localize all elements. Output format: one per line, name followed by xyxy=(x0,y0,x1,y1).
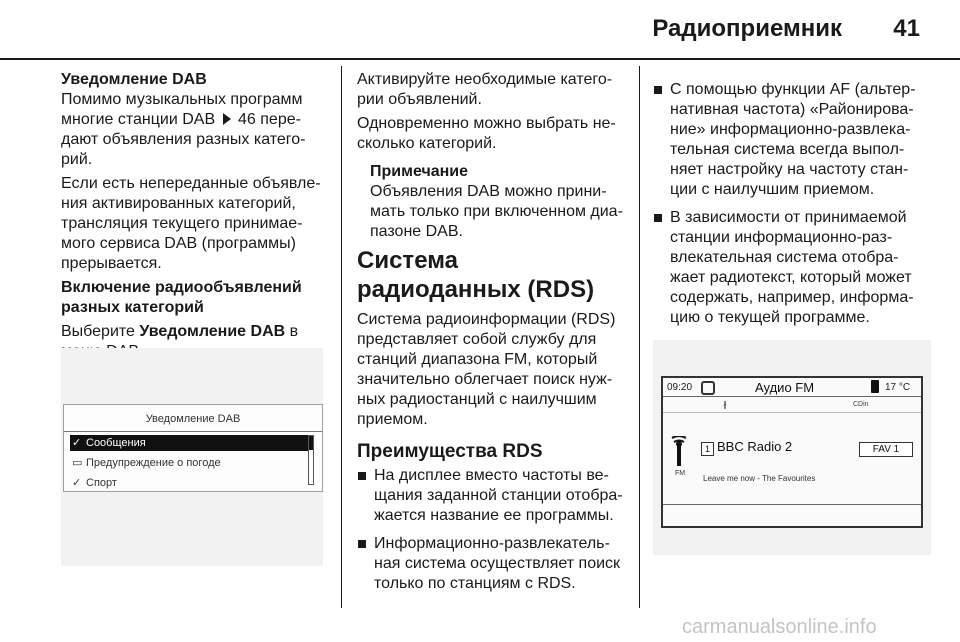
list-item: В зависимости от принимаемой станции информационно-раз-влекательная система отобра-жает радиотекст, который может содержать, например, информа-цию о текущей программе. xyxy=(653,208,929,328)
menu-name: Уведомление DAB xyxy=(139,323,286,340)
dab-menu-item-label: Сообщения xyxy=(86,437,146,449)
text: Выберите xyxy=(61,323,140,340)
phone-icon xyxy=(871,380,879,393)
note-title: Примечание xyxy=(370,163,469,180)
watermark: carmanualsonline.info xyxy=(682,616,877,638)
paragraph xyxy=(61,90,323,170)
page-header xyxy=(0,0,960,60)
dab-menu-item-label: Предупреждение о погоде xyxy=(86,457,221,469)
clock-time: 09:20 xyxy=(667,382,693,393)
page-reference-arrow-icon xyxy=(223,113,231,125)
bullet-list xyxy=(653,80,929,328)
bluetooth-icon: ∦ xyxy=(723,400,727,409)
subsection-heading: Преимущества RDS xyxy=(357,441,543,462)
page-title: Радиоприемник xyxy=(652,15,842,42)
column-3 xyxy=(653,80,929,368)
divider xyxy=(663,412,921,413)
page-number: 41 xyxy=(893,15,920,42)
station-name: BBC Radio 2 xyxy=(717,439,793,454)
section-heading: Система радиоданных (RDS) xyxy=(357,247,595,303)
dab-announcement-screenshot xyxy=(61,348,323,566)
clock-icon xyxy=(701,381,715,395)
paragraph: Активируйте необходимые катего-рии объявлений. xyxy=(357,71,613,108)
dab-menu-item[interactable] xyxy=(70,475,308,491)
temperature: 17 °C xyxy=(885,382,911,393)
bullet-list xyxy=(357,466,623,594)
preset-number: 1 xyxy=(701,442,714,456)
dab-menu-item-label: Спорт xyxy=(86,477,117,489)
dab-menu-title: Уведомление DAB xyxy=(145,413,241,425)
paragraph: Система радиоинформации (RDS) представляет собой службу для станций диапазона FM, который значительно облегчает поиск нуж-ных радиостанций с наилучшим приемом. xyxy=(357,311,616,428)
divider xyxy=(663,396,921,397)
paragraph: Если есть непереданные объявле-ния активированных категорий, трансляция текущего принимае-мого сервиса DAB (программы) прерывается. xyxy=(61,175,321,272)
column-1 xyxy=(61,70,323,366)
check-icon: ✓ xyxy=(72,477,82,489)
divider xyxy=(663,504,921,505)
section-heading: Уведомление DAB xyxy=(61,71,207,88)
section-heading: Включение радиообъявлений разных категорий xyxy=(61,279,302,316)
column-divider xyxy=(341,66,342,608)
check-icon: ✓ xyxy=(72,437,82,449)
note-box xyxy=(357,162,623,242)
scrollbar[interactable] xyxy=(308,435,314,485)
checkbox-empty-icon: ▭ xyxy=(72,457,83,469)
dab-menu-item[interactable] xyxy=(70,455,308,471)
list-item: С помощью функции AF (альтер-нативная частота) «Районирова-ние» информационно-развлека-тельная система всегда выпол-няет настройку на частоту стан-ции с наилучшим приемом. xyxy=(653,80,929,200)
dab-menu-panel xyxy=(63,404,323,492)
column-divider xyxy=(639,66,640,608)
paragraph: Одновременно можно выбрать не-сколько категорий. xyxy=(357,115,616,152)
column-2 xyxy=(357,70,623,602)
dab-menu-item[interactable] xyxy=(70,435,308,451)
navi-screenshot xyxy=(653,340,931,555)
text: 46 пере-дают объявления разных катего-рий. xyxy=(61,111,306,168)
fav-button[interactable]: FAV 1 xyxy=(859,442,913,457)
radio-tower-icon xyxy=(669,436,689,466)
navi-display xyxy=(661,376,923,528)
list-item: На дисплее вместо частоты ве-щания заданной станции отобра-жается название ее программы. xyxy=(357,466,623,526)
divider xyxy=(64,431,322,432)
cdin-label: CDin xyxy=(853,401,869,408)
radiotext: Leave me now - The Favourites xyxy=(703,474,816,483)
band-label: FM xyxy=(675,470,686,477)
text: Помимо музыкальных программ многие станции DAB xyxy=(61,91,303,128)
scrollbar-thumb[interactable] xyxy=(309,436,313,450)
navi-screen-title: Аудио FM xyxy=(755,380,815,395)
header-rule xyxy=(0,58,960,60)
note-text: Объявления DAB можно прини-мать только при включенном диа-пазоне DAB. xyxy=(370,183,623,240)
list-item: Информационно-развлекатель-ная система осуществляет поиск только по станциям с RDS. xyxy=(357,534,623,594)
text: в xyxy=(289,323,299,340)
